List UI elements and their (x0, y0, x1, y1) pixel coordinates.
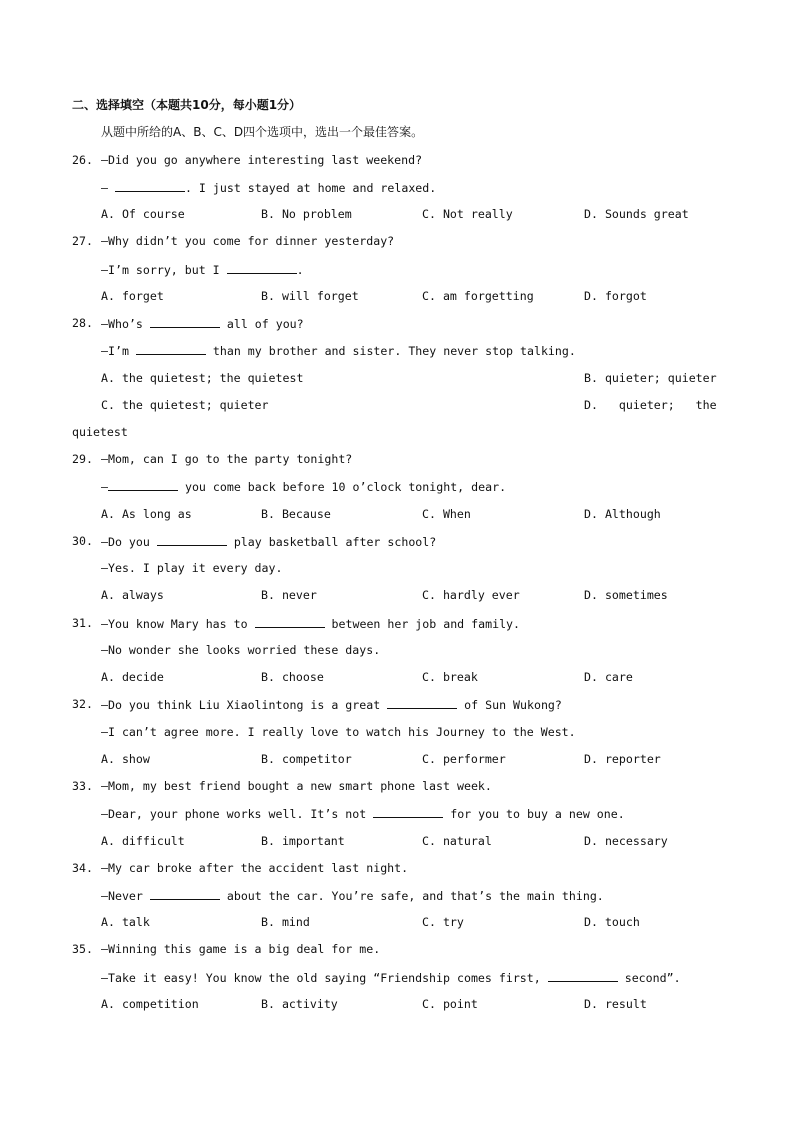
option-c[interactable]: C. Not really (422, 207, 513, 221)
question-response: —I can’t agree more. I really love to watch his Journey to the West. (101, 725, 576, 739)
option-c[interactable]: C. am forgetting (422, 289, 534, 303)
option-d-wrap: quietest (72, 425, 128, 439)
question-number: 32. (72, 697, 93, 711)
question-number: 35. (72, 942, 93, 956)
question-prompt: —Mom, can I go to the party tonight? (101, 452, 353, 466)
option-c[interactable]: C. performer (422, 752, 506, 766)
option-a[interactable]: A. As long as (101, 507, 192, 521)
option-a[interactable]: A. talk (101, 915, 150, 929)
option-b[interactable]: B. mind (261, 915, 310, 929)
option-c[interactable]: C. the quietest; quieter (101, 398, 269, 412)
question-response: —I’m sorry, but I . (101, 263, 304, 277)
question-prompt: —Mom, my best friend bought a new smart phone last week. (101, 779, 492, 793)
option-c[interactable]: C. natural (422, 834, 492, 848)
question-number: 33. (72, 779, 93, 793)
question-prompt: —My car broke after the accident last night. (101, 861, 409, 875)
answer-blank[interactable] (115, 180, 185, 192)
answer-blank[interactable] (548, 970, 618, 982)
answer-blank[interactable] (150, 316, 220, 328)
option-d[interactable]: D. care (584, 670, 633, 684)
answer-blank[interactable] (108, 479, 178, 491)
option-c[interactable]: C. break (422, 670, 478, 684)
question-response: —Take it easy! You know the old saying “Friendship comes first, second”. (101, 971, 681, 985)
question-prompt: —Do you play basketball after school? (101, 535, 437, 549)
question-number: 26. (72, 153, 93, 167)
option-b[interactable]: B. Because (261, 507, 331, 521)
question-prompt: —Did you go anywhere interesting last weekend? (101, 153, 423, 167)
option-d[interactable]: D. necessary (584, 834, 668, 848)
question-response: —Never about the car. You’re safe, and that’s the main thing. (101, 889, 604, 903)
option-c[interactable]: C. hardly ever (422, 588, 520, 602)
section-heading: 二、选择填空（本题共10分，每小题1分） (72, 98, 302, 112)
option-c[interactable]: C. When (422, 507, 471, 521)
option-a[interactable]: A. always (101, 588, 164, 602)
option-b[interactable]: B. quieter; quieter (584, 371, 717, 385)
question-number: 27. (72, 234, 93, 248)
question-response: — you come back before 10 o’clock tonight, dear. (101, 480, 507, 494)
question-prompt: —Do you think Liu Xiaolintong is a great of Sun Wukong? (101, 698, 562, 712)
option-d[interactable]: D. quieter; the (584, 398, 717, 412)
question-response: —Dear, your phone works well. It’s not for you to buy a new one. (101, 807, 625, 821)
question-number: 31. (72, 616, 93, 630)
option-d[interactable]: D. reporter (584, 752, 661, 766)
option-d[interactable]: D. forgot (584, 289, 647, 303)
answer-blank[interactable] (373, 806, 443, 818)
question-prompt: —You know Mary has to between her job and family. (101, 617, 521, 631)
question-response: —No wonder she looks worried these days. (101, 643, 381, 657)
option-a[interactable]: A. show (101, 752, 150, 766)
question-prompt: —Who’s all of you? (101, 317, 304, 331)
option-a[interactable]: A. competition (101, 997, 199, 1011)
option-b[interactable]: B. never (261, 588, 317, 602)
question-number: 28. (72, 316, 93, 330)
answer-blank[interactable] (255, 616, 325, 628)
option-b[interactable]: B. competitor (261, 752, 352, 766)
question-prompt: —Winning this game is a big deal for me. (101, 942, 381, 956)
question-prompt: —Why didn’t you come for dinner yesterday? (101, 234, 395, 248)
question-response: —Yes. I play it every day. (101, 561, 283, 575)
option-b[interactable]: B. choose (261, 670, 324, 684)
option-c[interactable]: C. point (422, 997, 478, 1011)
answer-blank[interactable] (150, 888, 220, 900)
option-b[interactable]: B. activity (261, 997, 338, 1011)
option-a[interactable]: A. decide (101, 670, 164, 684)
option-a[interactable]: A. forget (101, 289, 164, 303)
option-d[interactable]: D. sometimes (584, 588, 668, 602)
answer-blank[interactable] (136, 343, 206, 355)
option-b[interactable]: B. will forget (261, 289, 359, 303)
answer-blank[interactable] (227, 262, 297, 274)
question-number: 29. (72, 452, 93, 466)
question-response: —I’m than my brother and sister. They never stop talking. (101, 344, 576, 358)
question-number: 30. (72, 534, 93, 548)
answer-blank[interactable] (387, 697, 457, 709)
option-d[interactable]: D. Although (584, 507, 661, 521)
option-d[interactable]: D. touch (584, 915, 640, 929)
answer-blank[interactable] (157, 534, 227, 546)
option-d[interactable]: D. result (584, 997, 647, 1011)
option-a[interactable]: A. Of course (101, 207, 185, 221)
option-a[interactable]: A. difficult (101, 834, 185, 848)
option-c[interactable]: C. try (422, 915, 464, 929)
option-a[interactable]: A. the quietest; the quietest (101, 371, 304, 385)
question-number: 34. (72, 861, 93, 875)
option-b[interactable]: B. No problem (261, 207, 352, 221)
option-b[interactable]: B. important (261, 834, 345, 848)
question-response: — . I just stayed at home and relaxed. (101, 181, 437, 195)
option-d[interactable]: D. Sounds great (584, 207, 689, 221)
section-instruction: 从题中所给的A、B、C、D四个选项中，选出一个最佳答案。 (101, 125, 424, 139)
